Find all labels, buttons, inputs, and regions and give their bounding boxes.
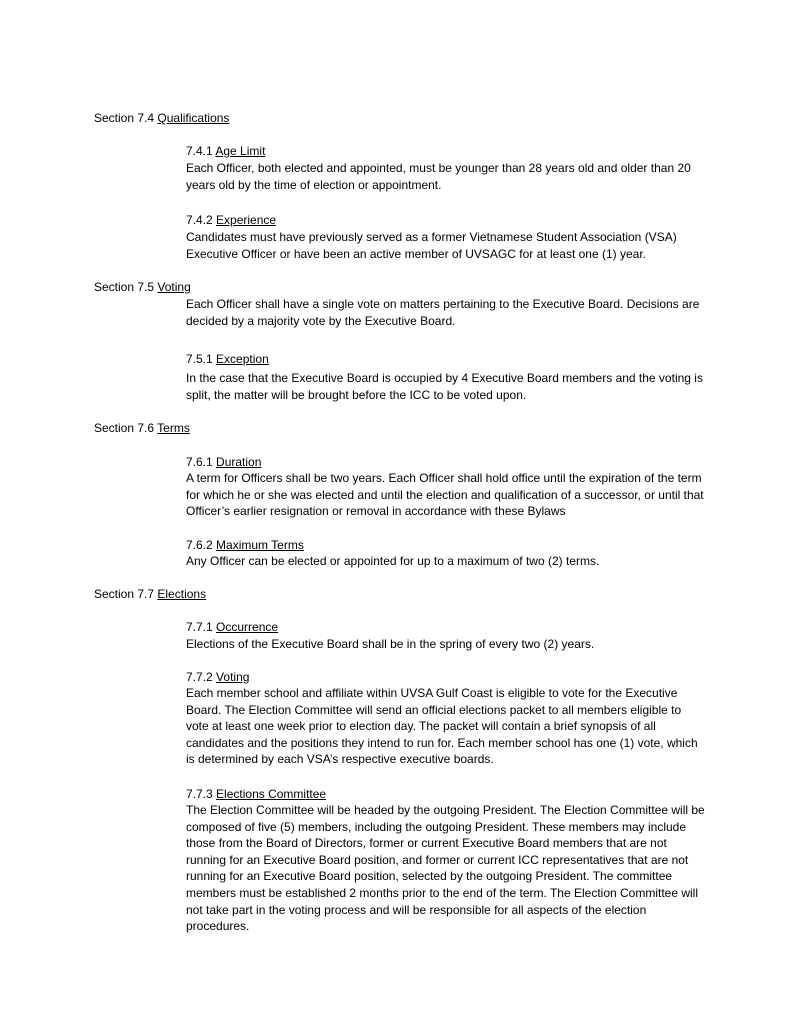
section-7-5-text: Each Officer shall have a single vote on matters pertaining to the Executive Board. Decisions are decided by a majority vote by the Executive Board. bbox=[186, 297, 700, 328]
subsection-7-7-3-heading bbox=[186, 786, 326, 803]
subsection-7-6-2-text: Any Officer can be elected or appointed for up to a maximum of two (2) terms. bbox=[186, 554, 600, 568]
subsection-title: Experience bbox=[216, 213, 277, 227]
subsection-number: 7.7.1 bbox=[186, 620, 213, 634]
section-title: Qualifications bbox=[157, 111, 230, 125]
section-7-6-heading bbox=[94, 420, 190, 437]
subsection-title: Maximum Terms bbox=[216, 538, 304, 552]
subsection-title: Age Limit bbox=[215, 144, 266, 158]
subsection-7-7-3-text: The Election Committee will be headed by the outgoing President. The Election Committee will be composed of five (5) members, including the outgoing President. These members may include those from the Board of Directors, former or current Executive Board members that are not running for an Executive Board position, and former or current ICC representatives that are not running for an Executive Board position, selected by the outgoing President. The committee members must be established 2 months prior to the end of the term. The Election Committee will not take part in the voting process and will be responsible for all aspects of the election procedures. bbox=[186, 803, 705, 934]
subsection-7-7-2-heading bbox=[186, 669, 249, 686]
section-title: Elections bbox=[157, 587, 207, 601]
subsection-7-6-1-heading bbox=[186, 454, 261, 471]
subsection-7-4-1-heading bbox=[186, 143, 265, 160]
section-title: Voting bbox=[157, 280, 191, 294]
subsection-title: Voting bbox=[216, 670, 250, 684]
section-7-7-heading bbox=[94, 586, 206, 603]
subsection-number: 7.4.2 bbox=[186, 213, 213, 227]
subsection-7-7-1-text: Elections of the Executive Board shall be in the spring of every two (2) years. bbox=[186, 637, 595, 651]
section-7-5-heading bbox=[94, 279, 191, 296]
subsection-7-4-1-text: Each Officer, both elected and appointed, must be younger than 28 years old and older than 20 years old by the time of election or appointment. bbox=[186, 161, 691, 192]
subsection-title: Exception bbox=[216, 352, 269, 366]
subsection-7-5-1-heading bbox=[186, 351, 269, 368]
subsection-7-6-2-heading bbox=[186, 537, 304, 554]
subsection-number: 7.4.1 bbox=[186, 144, 213, 158]
subsection-7-5-1-text: In the case that the Executive Board is occupied by 4 Executive Board members and the voting is split, the matter will be brought before the ICC to be voted upon. bbox=[186, 371, 703, 402]
section-number: Section 7.4 bbox=[94, 111, 155, 125]
subsection-title: Elections Committee bbox=[216, 787, 327, 801]
section-number: Section 7.5 bbox=[94, 280, 155, 294]
subsection-7-7-2-text: Each member school and affiliate within UVSA Gulf Coast is eligible to vote for the Executive Board. The Election Committee will send an official elections packet to all members eligible to vote at least one week prior to election day. The packet will contain a brief synopsis of all candidates and the positions they intend to run for. Each member school has one (1) vote, which is determined by each VSA’s respective executive boards. bbox=[186, 686, 698, 767]
section-number: Section 7.7 bbox=[94, 587, 155, 601]
subsection-title: Occurrence bbox=[216, 620, 279, 634]
subsection-title: Duration bbox=[216, 455, 262, 469]
subsection-number: 7.7.3 bbox=[186, 787, 213, 801]
section-title: Terms bbox=[157, 421, 190, 435]
section-7-4-heading bbox=[94, 110, 229, 127]
subsection-7-4-2-heading bbox=[186, 212, 276, 229]
subsection-7-4-2-text: Candidates must have previously served as a former Vietnamese Student Association (VSA) Executive Officer or have been an active member of UVSAGC for at least one (1) year. bbox=[186, 230, 677, 261]
subsection-7-6-1-text: A term for Officers shall be two years. Each Officer shall hold office until the expiration of the term for which he or she was elected and until the election and qualification of a successor, or until that Officer’s earlier resignation or removal in accordance with these Bylaws bbox=[186, 471, 704, 519]
subsection-number: 7.6.2 bbox=[186, 538, 213, 552]
subsection-number: 7.6.1 bbox=[186, 455, 213, 469]
section-number: Section 7.6 bbox=[94, 421, 155, 435]
subsection-number: 7.5.1 bbox=[186, 352, 213, 366]
subsection-7-7-1-heading bbox=[186, 619, 278, 636]
subsection-number: 7.7.2 bbox=[186, 670, 213, 684]
